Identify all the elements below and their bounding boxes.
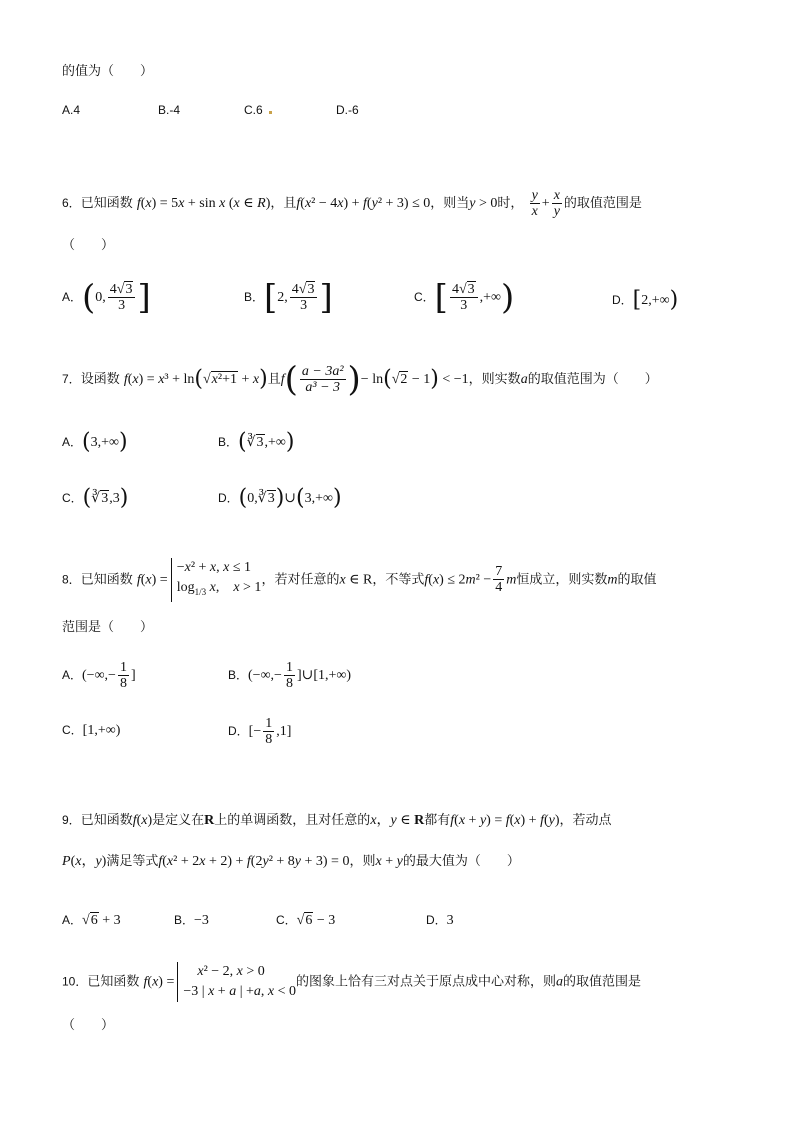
q10-stem: 10．已知函数 f(x) = x² − 2, x > 0 −3 | x + a | +a, x < 0 的图象上恰有三对点关于原点成中心对称，则a的取值范围是 <box>62 962 641 1002</box>
q9-option-b: B．−3 <box>174 913 209 928</box>
q7-option-b: B．(∛3,+∞) <box>218 429 295 455</box>
q7-option-c: C．(∛3,3) <box>62 485 129 511</box>
q5-tail-text: 的值为（ ） <box>62 64 154 79</box>
q8-stem: 8．已知函数 f(x) = −x² + x, x ≤ 1 $\log_{1/3} x$, x > 1 ，若对任意的x ∈ R，不等式f(x) ≤ 2m² − $\frac{7}{4}$ m恒成立，则实数m的取值 <box>62 558 657 602</box>
q8-option-d: D．[− $\frac{1}{8}$ ,1] <box>228 716 292 747</box>
q9-stem-line1: 9．已知函数f(x)是定义在R上的单调函数，且对任意的x，y ∈ R都有f(x + y) = f(x) + f(y)，若动点 <box>62 813 612 828</box>
stray-dot-mark <box>269 111 272 114</box>
q6-option-c: C．[ $\frac{4√3}{3}$ ,+∞) <box>414 277 515 318</box>
q10-paren: （ ） <box>62 1018 115 1033</box>
q6-function-def: f <box>136 196 141 211</box>
q5-option-b: B.-4 <box>158 103 181 117</box>
q8-option-c: C．[1,+∞) <box>62 723 121 738</box>
q9-option-c: C．√6 − 3 <box>276 913 336 928</box>
q6-stem: 6．已知函数 f(x) = 5x + sin x (x ∈ R)，且f(x² − 4x) + f(y² + 3) ≤ 0，则当y > 0时， $\frac{y}{x}$ + $\frac{x}{y}$ 的取值范围是 <box>62 188 642 219</box>
q6-option-a: A．(0, $\frac{4√3}{3}$ ] <box>62 277 151 318</box>
q8-option-b: B．(−∞,− $\frac{1}{8}$ ]∪[1,+∞) <box>228 660 352 691</box>
q9-option-d: D．3 <box>426 913 454 928</box>
q6-paren: （ ） <box>62 238 115 253</box>
q6-option-b: B．[2, $\frac{4√3}{3}$ ] <box>244 277 333 318</box>
q8-option-a: A．(−∞,− $\frac{1}{8}$ ] <box>62 660 136 691</box>
q5-option-a: A.4 <box>62 103 81 117</box>
q6-option-d: D．[2,+∞) <box>612 287 679 313</box>
q7-option-a: A．(3,+∞) <box>62 429 128 455</box>
q5-option-c: C.6 <box>244 100 272 120</box>
q7-option-d: D．(0,∛3)∪(3,+∞) <box>218 485 342 511</box>
q9-stem-line2: P(x，y)满足等式f(x² + 2x + 2) + f(2y² + 8y + 3) = 0，则x + y的最大值为（ ） <box>62 854 520 869</box>
q5-option-d: D.-6 <box>336 103 359 117</box>
q8-line2: 范围是（ ） <box>62 620 154 635</box>
q9-option-a: A．√6 + 3 <box>62 913 121 928</box>
q7-stem: 7．设函数 f(x) = x³ + ln(√x²+1 + x)且f( $\frac{\text{a − 3a²}}{\text{a³ − 3}}$ )− ln(√2 − 1) < −1，则实数a的取值范围为（ ） <box>62 359 658 400</box>
